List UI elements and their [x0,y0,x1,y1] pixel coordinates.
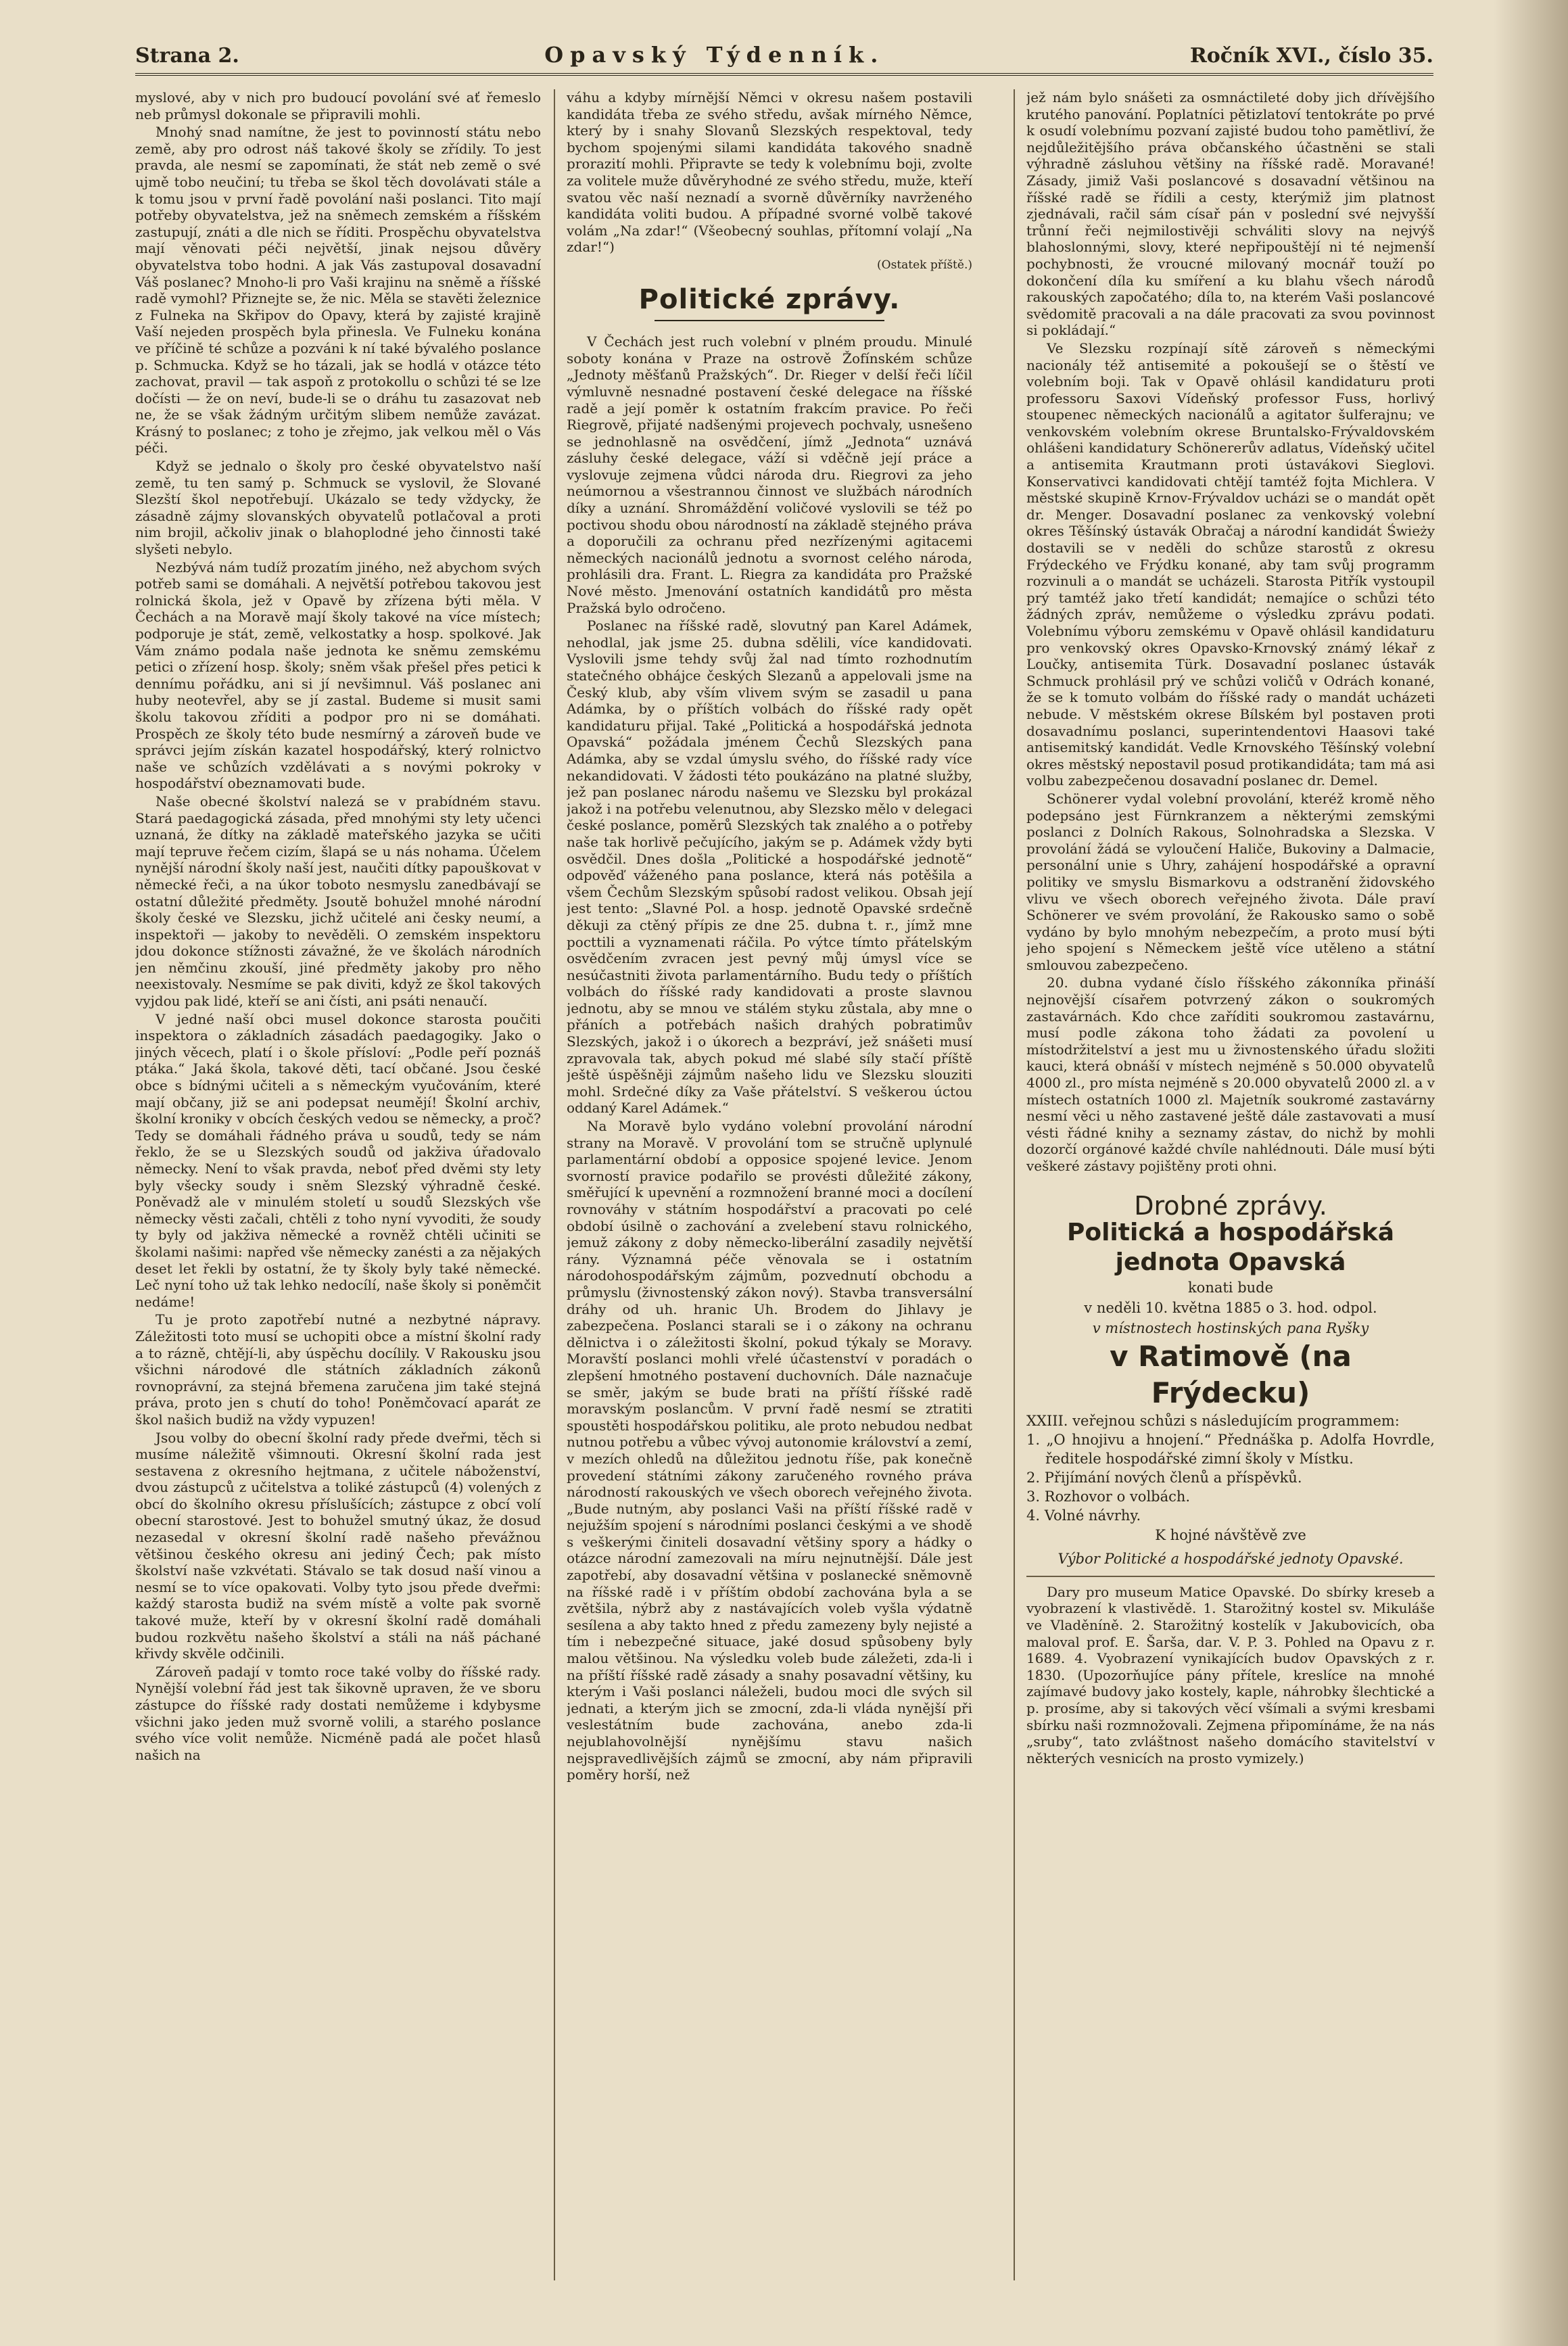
paragraph: Na Moravě bylo vydáno volební provolání národní strany na Moravě. V provolání tom se stručně uplynulé parlamentární období a opposice spojené levice. Jenom svorností pravice podařilo se provésti důležité zákony, směřující k upevnění a rozmnožení branné moci a docílení rovnováhy v státním hospodářství a pracovati po celé období úsilně o zachování a zvelebení stavu rolnického, jemuž zákony z doby německo-liberální zasadily největší rány. Významná péče věnovala se i ostatním národohospodářským zájmům, pozvednutí obchodu a průmyslu (živnostenský zákon nový). Stavba transversální dráhy od uh. hranic Uh. Brodem do Jihlavy je zabezpečena. Poslanci starali se i o zákony na ochranu dělnictva i o záležitosti školní, pokud týkaly se Moravy. Moravští poslanci mohli vřelé účastenství v poradách o zlepšení hmotného postavení duchovních. Dále naznačuje se směr, jakým se bude brati na příští říšské radě moravským poslancům. V první řadě nesmí se ztratiti spoustěti hospodářskou politiku, ale proto nebudou nedbat nutnou potřebu a vůbec vývoj autonomie království a zemí, v mezích ohledů na důležitou jednotu říše, pak konečně provedení státními zákony zaručeného rovného práva národností rakouských ve všech oborech veřejného života. „Bude nutným, aby poslanci Vaši na příští říšské radě v nejužším spojení s národními poslanci českými a ve shodě s veškerými činiteli dosavadní většiny spory a hádky o otázce národní zamezovali na míru nejnutnější. Dále jest zapotřebí, aby dosavadní většina v poslanecké sněmovně na říšské radě i v příštím období zachována byla a se zvětšila, nýbrž aby z nastávajících voleb vyšla výdatně sesílena a aby takto hned z předu zamezeny byly nejisté a tím i nebezpečné situace, jaké dosud spůsobeny byly malou většinou. Na výsledku voleb bude záležeti, zda-li i na příští říšské radě zásady a snahy posavadní většiny, ku kterým i Vaši poslanci náleželi, budou moci dle svých sil jednati, a kterým jich se zmocní, zda-li vláda nynější při veslestátním bude zachována, anebo zda-li nejublahovolnější nynějšímu stavu našich nejspravedlivějších zájmů se zmocní, aby nám připravili poměry horší, než [567,1118,972,1783]
paragraph: Jsou volby do obecní školní rady přede dveřmi, těch si musíme náležitě všimnouti. Okresní školní rada jest sestavena z okresního hejtmana, z učitele náboženství, dvou zástupců z učitelstva a toliké zástupců (4) volených z obcí do školního okresu příslušících; zástupce z obcí volí obecní starostové. Jest to bohužel smutný úkaz, že dosud nezasedal v okresní školní radě našeho převážnou většinou českého okresu ani jediný Čech; pak místo školství naše vzkvétati. Stávalo se tak dosud naší vinou a nesmí se to více opakovati. Volby tyto jsou přede dveřmi: každý starosta budiž na svém místě a volte pak svorně takové muže, kteří by v okresní školní radě domáhali budou rozkvětu našeho školství a stáli na náš páchané křivdy skvěle odčinili. [135,1429,541,1662]
announcement-signature: Výbor Politické a hospodářské jednoty Opavské. [1058,1551,1404,1568]
continued-note: (Ostatek příště.) [877,258,972,272]
column-2 [567,89,972,2287]
program-item: 4. Volné návrhy. [1026,1507,1141,1524]
page-number: Strana 2. [135,44,239,68]
announcement-held: konati bude [1187,1280,1274,1296]
paragraph: váhu a kdyby mírnější Němci v okresu našem postavili kandidáta třeba ze svého středu, avšak mírného Němce, který by i snahy Slovanů Slezských respektoval, tedy bychom spojenými silami kandidáta takového snadně prorazití mohli. Připravte se tedy k volebnímu boji, zvolte za volitele muže důvěryhodné ze svého středu, muže, kteří svatou věc naší neznadí a svorně důvěrníky navrženého kandidáta voliti budou. A případné svorné volbě takové volám „Na zdar!“ (Všeobecný souhlas, přítomní volají „Na zdar!“) [567,89,972,256]
newspaper-title: Opavský Týdenník. [544,42,885,68]
issue-number: Ročník XVI., číslo 35. [1189,44,1433,68]
paragraph: Dary pro museum Matice Opavské. Do sbírky kreseb a vyobrazení k vlastivědě. 1. Starožitný kostel sv. Mikuláše ve Vladěníně. 2. Starožitný kostelík v Jakubovicích, oba maloval prof. E. Šarša, dar. V. P. 3. Pohled na Opavu z r. 1689. 4. Vyobrazení vynikajících budov Opavských z r. 1830. (Upozorňujíce pány přítele, kreslíce na mnohé zajímavé budovy jako kostely, kaple, náhrobky šlechtické a p. prosíme, aby si takových věcí všímali a svými kresbami sbírku naši rozmnožovali. Zejmena připomínáme, že na nás „sruby“, tato zvláštnost našeho domácího stavitelství v některých vesnicích na prosto vymizely.) [1026,1583,1435,1766]
paragraph: V jedné naší obci musel dokonce starosta poučiti inspektora o základních zásadách paedagogiky. Jako o jiných věcech, platí i o škole přísloví: „Podle peří poznáš ptáka.“ Jaká škola, takové děti, tací občané. Jsou české obce s bídnými učiteli a s německým vyučováním, které mají občany, již se ani podepsat neumějí! Školní archiv, školní kroniky v obcích českých vedou se německy, a proč? Tedy se domáhali řádného práva u soudů, tedy se nám řeklo, že se u Slezských soudů od jakživa úřadovalo německy. Není to však pravda, neboť před dvěmi sty lety byly všecky soudy i sněm Slezský výhradně české. Poněvadž ale v minulém století u soudů Slezských vše německy věsti začali, chtěli z toho nyní vyvoditi, že soudy ty byly od jakživa německé a rovněž chtěli učiniti se školami našimi: napřed vše německy zanésti a za nějakých deset let řekli by ostatní, že ty školy byly také německé. Leč nyní toho už tak lehko nedocílí, naše školy si poněmčit nedáme! [135,1010,541,1310]
paragraph: Když se jednalo o školy pro české obyvatelstvo naší země, tu ten samý p. Schmuck se vyslovil, že Slované Slezští škol nepotřebují. Ukázalo se tedy vždycky, že zásadně zájmy slovanských obyvatelů potlačoval a proti nim brojil, ačkoliv jinak o blahoplodné jeho činnosti také slyšeti nebylo. [135,458,541,558]
section-heading-short-news: Drobné zprávy. [1134,1190,1327,1221]
paragraph: Poslanec na říšské radě, slovutný pan Karel Adámek, nehodlal, jak jsme 25. dubna sdělili, více kandidovati. Vyslovili jsme tehdy svůj žal nad tímto rozhodnutím statečného obhájce českých Slezanů a appelovali jsme na Český klub, aby vším vlivem svým se zasadil u pana Adámka, by o příštích volbách do říšské rady opět kandidaturu přijal. Také „Politická a hospodářská jednota Opavská“ požádala jménem Čechů Slezských pana Adámka, aby se vzdal úmyslu svého, do říšské rady více nekandidovati. V žádosti této poukázáno na platné služby, jež pan poslanec národu našemu ve Slezsku byl prokázal jakož i na potřebu velenutnou, aby Slezsko mělo v delegaci české poslance, poměrů Slezských tak znalého a o potřeby naše tak horlivě pečujícího, jakým se p. Adámek vždy byti osvědčil. Dnes došla „Politické a hospodářské jednotě“ odpověď váženého pana poslance, která nás potěšila a všem Čechům Slezským spůsobí radost velikou. Obsah její jest tento: „Slavné Pol. a hosp. jednotě Opavské srdečně děkuji za ctěný přípis ze dne 25. dubna t. r., jímž mne pocttili a vyznamenati ráčila. Po výtce tímto přátelským osvědčením zvracen jest pevný můj úmysl více se nesúčastniti života parlamentárního. Budu tedy o příštích volbách do říšské rady kandidovati a proste slavnou jednotu, aby se mnou ve stálém styku zůstala, aby mne o přáních a potřebách našich drahých pobratimův Slezských, jakož i o úkorech a bezpráví, jež snášeti musí zpravovala tak, abych pokud mé slabé síly stačí příště ještě úspěšněji zájmům našeho lidu ve Slezsku slouziti mohl. Srdečné díky za Vaše přátelství. S veškerou úctou oddaný Karel Adámek.“ [567,617,972,1117]
announcement-venue: v místnostech hostinských pana Ryšky [1092,1320,1369,1337]
announcement-date: v neděli 10. května 1885 o 3. hod. odpol. [1084,1300,1377,1317]
paragraph: myslové, aby v nich pro budoucí povolání své ať řemeslo neb průmysl dokonale se připravili mohli. [135,89,541,122]
section-heading-political-news: Politické zprávy. [638,283,901,315]
paragraph: jež nám bylo snášeti za osmnáctileté doby jich dřívějšího krutého panování. Poplatníci pětizlatoví tentokráte po prvé k osudí volebnímu pozvaní zajisté budou toho pamětliví, že nejdůležitějšího práva občanského účastněni se stali výhradně zásluhou většiny na říšské radě. Moravané! Zásady, jimiž Vaši poslancové s dosavadní většinou na říšské radě se řídili a cesty, kterýmiž jim platnost zjednávali, račil sám císař pán v poslední své nejvyšší trůnní řeči nejmilostivěji schváliti slovy na nejvýš blahoslonnými, slovy, které nepřipouštějí ni té nejmenší pochybnosti, že vroucné milovaný mocnář touží po dokončení díla ku smíření a ku blahu všech národů rakouských započatého; díla to, na kterém Vaši poslancové svědomitě pracovali a na dále pracovati za svou povinnost si pokládají.“ [1026,89,1435,339]
announcement-organizer: Politická a hospodářská jednota Opavská [1066,1219,1395,1277]
program-item: 3. Rozhovor o volbách. [1026,1488,1191,1505]
paragraph: Mnohý snad namítne, že jest to povinností státu nebo země, aby pro odrost náš takové školy se zřídily. To jest pravda, ale nesmí se zapomínati, že stát neb země o své ujmě tobo neučiní; tu třeba se škol těch dovolávati stále a k tomu jsou v první řadě povolání naši poslanci. Tito mají potřeby obyvatelstva, jež na sněmech zemském a říšském zastupují, znáti a dle nich se říditi. Prospěchu obyvatelstva mají věnovati péči největší, jinak nejsou důvěry obyvatelstva tobo hodni. A jak Vás zastupoval dosavadní Váš poslanec? Mnoho-li pro Vaši krajinu na sněmě a říšské radě vymohl? Přiznejte se, že nic. Měla se stavěti železnice z Fulneka na Skřipov do Opavy, která by zajisté krajině Vaší nejeden prospěch byla přinesla. Ve Fulneku konána ve příčině té schůze a pozváni k ní také bývalého poslance p. Schmucka. Když se ho tázali, jak se hodlá v otázce této zachovat, pravil — tak aspoň z protokollu o schůzi té se lze dočísti — že on neví, bude-li se o dráhu tu zasazovat neb ne, že se však žádným určitým slibem nemůže zavázat. Krásný to poslanec; z toho je zřejmo, jak velkou měl o Vás péči. [135,124,541,456]
paragraph: Nezbývá nám tudíž prozatím jiného, než abychom svých potřeb sami se domáhali. A největší potřebou takovou jest rolnická škola, jež v Opavě by zřízena býti měla. V Čechách a na Moravě mají školy takové na více místech; podporuje je stát, země, velkostatky a hosp. spolkové. Jak Vám známo podala naše jednota ke sněmu zemskému petici o zřízení hosp. školy; sněm však přešel přes petici k dennímu pořádku, ani si jí nevšimnul. Váš poslanec ani huby neotevřel, aby se jí zastal. Budeme si musit sami školu takovou zříditi a podpor pro ni se domáhati. Prospěch ze školy této bude nesmírný a zároveň bude ve správci jejím získán kazatel hospodářský, který rolnictvo naše ve schůzích vzdělávati a s novými pokroky v hospodářství obeznamovati bude. [135,559,541,792]
paragraph: Schönerer vydal volební provolání, kteréž kromě něho podepsáno jest Fürnkranzem a některými zemskými poslanci z Dolních Rakous, Solnohradska a Slezska. V provolání žádá se vyloučení Haliče, Bukoviny a Dalmacie, personální unie s Uhry, zahájení hospodářské a opravní politiky ve smyslu Bismarkovu a odstranění židovského vlivu ve všech oborech veřejného života. Dále praví Schönerer ve svém provolání, že Rakousko samo o sobě vydáno by bylo mnohým nebezpečím, a proto musí býti jeho spojení s Německem ještě více utěleno a státní smlouvou zabezpečeno. [1026,790,1435,973]
announcement-program [1026,1411,1435,1525]
program-item: 2. Přijímání nových členů a příspěvků. [1026,1470,1302,1486]
paragraph: V Čechách jest ruch volební v plném proudu. Minulé soboty konána v Praze na ostrově Žofínském schůze „Jednoty měšťanů Pražských“. Dr. Rieger v delší řeči líčil výmluvně nesnadné postavení české delegace na říšské radě a její poměr k ostatním frakcím pravice. Po řeči Riegrově, přijaté nadšenými projevech pochvaly, usnešeno se jednohlasně na osvědčení, jímž „Jednota“ uznává zásluhy české delegace, váží si vděčně její práce a vyslovuje zejmena vůdci národa dru. Riegrovi za jeho neúmornou a všestrannou činnost ve službách národních díky a uznání. Shromáždění voličové vyslovili se též po poctivou shodu obou národností na základě stejného práva a doporučili za ochranu před nezřízenými agitacemi německých nacionálů jednotu a svornost celého národa, prohlásili dra. Frant. L. Riegra za kandidáta pro Pražské Nové město. Jmenování ostatních kandidátů pro města Pražská bylo odročeno. [567,333,972,616]
page-edge-shadow [1494,0,1568,2346]
column-1 [135,89,541,2287]
column-divider-2 [1014,89,1015,2280]
column-divider-1 [554,89,555,2280]
header-rule [135,73,1433,76]
announcement-place: v Ratimově (na Frýdecku) [1110,1340,1352,1410]
program-item: 1. „O hnojivu a hnojení.“ Přednáška p. Adolfa Hovrdle, ředitele hospodářské zimní školy v Místku. [1026,1432,1435,1468]
paragraph: Tu je proto zapotřebí nutné a nezbytné nápravy. Záležitosti toto musí se uchopiti obce a místní školní rady a to rázně, chtějí-li, aby úspěchu docílily. V Rakousku jsou všichni národové dle státních základních zákonů rovnoprávní, za stejná břemena zaručena jim také stejná práva, proto jen s chutí do toho! Poněmčovací aparát ze škol našich budiž na vždy vypuzen! [135,1311,541,1428]
paragraph: Ve Slezsku rozpínají sítě zároveň s německými nacionály též antisemité a pokoušejí se o štěstí ve volebním boji. Tak v Opavě ohlásil kandidaturu proti professoru Saxovi Vídeňský professor Fuss, horlivý stoupenec německých nacionálů a agitator šulferajnu; ve venkovském volebním okrese Bruntalsko-Frývaldovském ohlášeni kandidatury Schönererův adlatus, Vídeňský učitel a antisemita Krautmann proti ústavákovi Sieglovi. Konservativci kandidovati chtějí tamtéž fojta Michlera. V městské skupině Krnov-Frývaldov ucházi se o mandát opět dr. Menger. Dosavadní poslanec za venkovský volební okres Těšínský ústavák Obračaj a národní kandidát Świeży dostavili se v neděli do schůze starostů z okresu Frýdeckého ve Frýdku konané, aby tam svůj programm rozvinuli a o mandát se ucházeli. Starosta Pitřík vystoupil prý tamtéž jako třetí kandidát; nemajíce o schůzi této žádných zpráv, nemůžeme o výsledku zprávu podati. Volebnímu výboru zemskému v Opavě ohlásil kandidaturu pro venkovský okres Opavsko-Krnovský známý lékař z Loučky, antisemita Türk. Dosavadní poslanec ústavák Schmuck prohlásil prý ve schůzi voličů v Odrách konané, že se k tomuto volbám do říšské rady o mandát ucházeti nebude. V městském okrese Bílském byl postaven proti dosavadnímu poslanci, superintendentovi Haasovi také antisemitský kandidát. Vedle Krnovského Těšínský volební okres městský nepostavil posud protikandidáta; tam má asi volbu zabezpečenou dosavadní poslanec dr. Demel. [1026,339,1435,789]
page-header [135,41,1433,68]
paragraph: Naše obecné školství nalezá se v prabídném stavu. Stará paedagogická zásada, před mnohými sty lety učenci uznaná, že dítky na základě mateřského jazyka se učiti mají tepruve řečem cizím, šlapá se u nás nohama. Účelem nynější národní školy naší jest, naučiti dítky papouškovat v německé řeči, a na úkor toboto nesmyslu zanedbávají se ostatní důležité předměty. Jsoutě bohužel mnohé národní školy české ve Slezsku, jichž učitelé ani česky neumí, a inspektoři — jakoby to nevěděli. O zemském inspektoru jdou dokonce stížnosti závažné, že ve školách národních jen němčinu zkouší, jiné předměty jakoby pro něho neexistovaly. Nesmíme se pak diviti, když ze škol takových vyjdou pak lidé, kteří se ani čísti, ani psáti nenaučí. [135,793,541,1010]
program-intro: XXIII. veřejnou schůzi s následujícím programmem: [1026,1413,1400,1430]
paragraph: 20. dubna vydané číslo říšského zákonníka přináší nejnovější císařem potvrzený zákon o soukromých zastavárnách. Kdo chce zaříditi soukromou zastavárnu, musí podle zákona toho žádati za povolení u místodržitelství a jest mu u živnostenského úřadu složiti kauci, která obnáší v místech nejméně s 50.000 obyvatelů 4000 zl., pro místa nejméně s 20.000 obyvatelů 2000 zl. a v místech ostatních 1000 zl. Majetník soukromé zastavárny nesmí věci u něho zastavené ještě dále zastavovati a musí vésti řádné knihy a seznamy zástav, do nichž by mohli dozorčí orgánové každé chvíle nahlédnouti. Dále musí býti veškeré zástavy pojištěny proti ohni. [1026,975,1435,1174]
paragraph: Zároveň padají v tomto roce také volby do říšské rady. Nynější volební řád jest tak šikovně upraven, že ve sboru zástupce do říšské rady dostati nemůžeme i kdybysme všichni jako jeden muž svorně volili, a starého poslance svého více volit nemůže. Nicméně padá ale počet hlasů našich na [135,1663,541,1763]
section-rule [655,320,884,321]
divider [1026,1576,1435,1577]
column-3 [1026,89,1435,2287]
announcement-invite: K hojné návštěvě zve [1155,1527,1306,1544]
